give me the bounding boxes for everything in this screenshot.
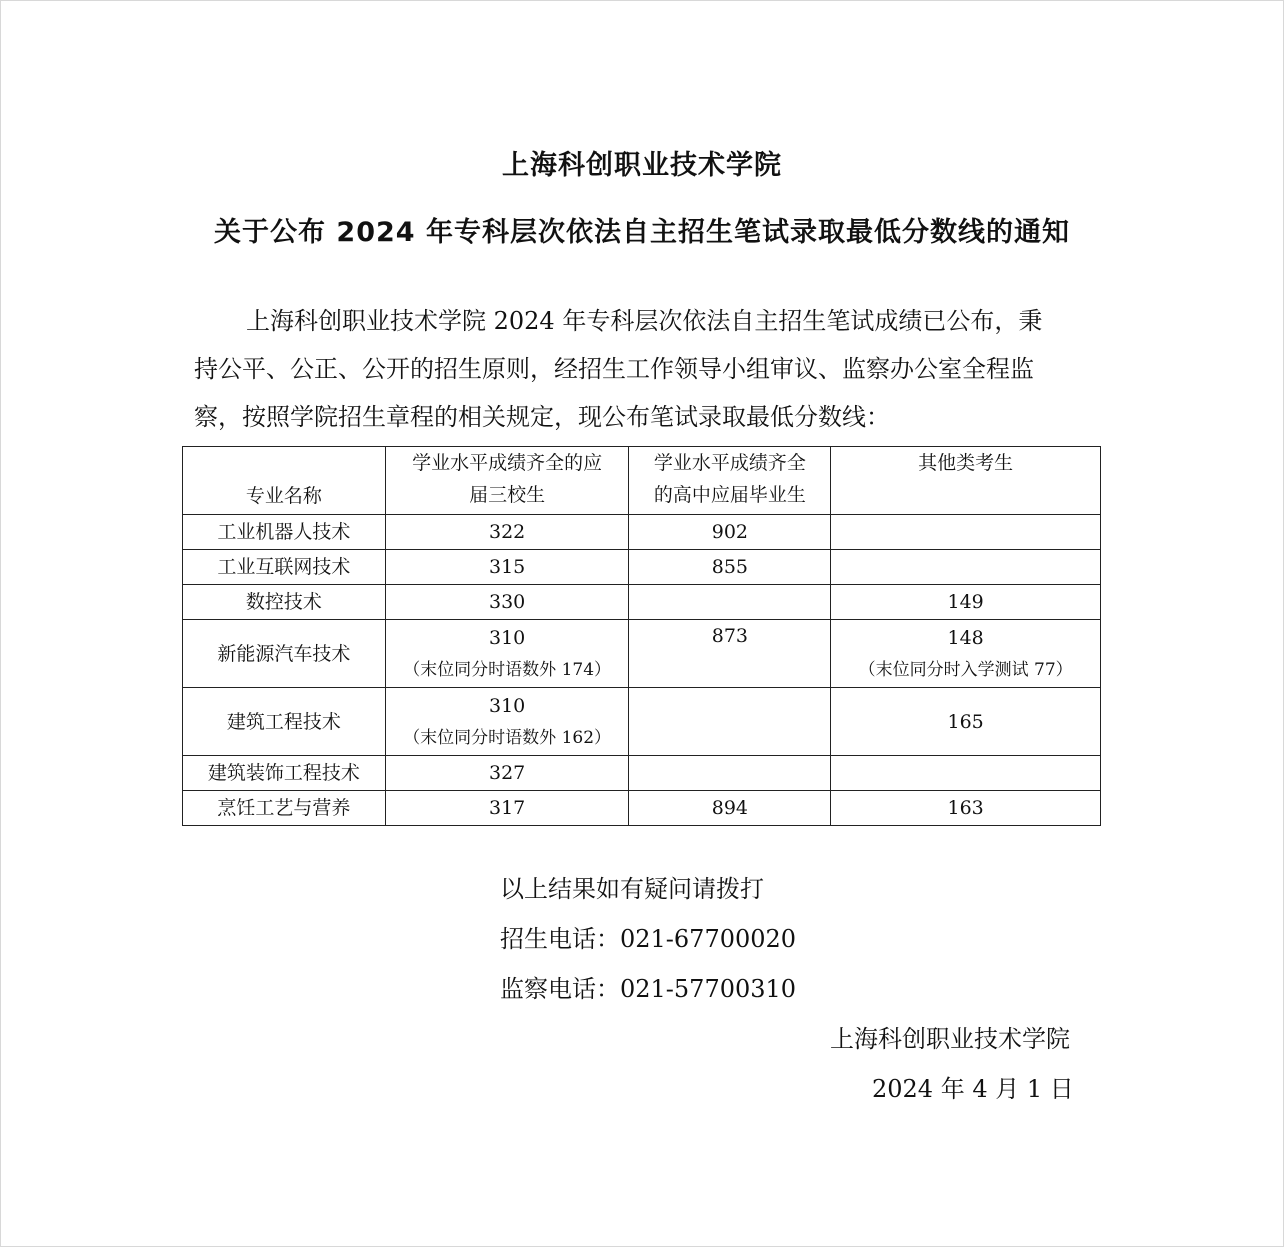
document-title: 上海科创职业技术学院 xyxy=(502,150,782,181)
score-cell xyxy=(629,688,831,756)
score-cell: 873 xyxy=(629,620,831,688)
score-cell: 315 xyxy=(385,550,629,585)
table-row xyxy=(183,620,1101,688)
score-cell xyxy=(385,620,629,688)
header-three-school-grads: 学业水平成绩齐全的应 届三校生 xyxy=(385,447,629,515)
tiebreak-note: （末位同分时语数外 162） xyxy=(403,727,612,748)
score-cell xyxy=(831,756,1101,791)
tiebreak-note: （末位同分时入学测试 77） xyxy=(858,659,1073,680)
issuer-signature: 上海科创职业技术学院 xyxy=(830,1025,1070,1053)
score-cell xyxy=(831,515,1101,550)
major-cell: 烹饪工艺与营养 xyxy=(183,791,386,826)
paragraph-line-3: 察，按照学院招生章程的相关规定，现公布笔试录取最低分数线： xyxy=(194,403,890,431)
table-row xyxy=(183,791,1101,826)
paragraph-line-2: 持公平、公正、公开的招生原则，经招生工作领导小组审议、监察办公室全程监 xyxy=(194,355,1034,383)
score-cell xyxy=(629,585,831,620)
supervision-phone: 监察电话：021-57700310 xyxy=(500,975,797,1003)
major-cell: 新能源汽车技术 xyxy=(183,620,386,688)
score-cell: 163 xyxy=(831,791,1101,826)
table-row xyxy=(183,688,1101,756)
major-cell: 工业机器人技术 xyxy=(183,515,386,550)
major-cell: 建筑装饰工程技术 xyxy=(183,756,386,791)
score-cell xyxy=(385,688,629,756)
header-major: 专业名称 xyxy=(183,447,386,515)
major-cell: 建筑工程技术 xyxy=(183,688,386,756)
header-other-candidates: 其他类考生 xyxy=(831,447,1101,515)
score-cell xyxy=(831,550,1101,585)
tiebreak-note: （末位同分时语数外 174） xyxy=(403,659,612,680)
major-cell: 工业互联网技术 xyxy=(183,550,386,585)
score-cell: 327 xyxy=(385,756,629,791)
score-cell xyxy=(831,620,1101,688)
header-high-school-grads: 学业水平成绩齐全 的高中应届毕业生 xyxy=(629,447,831,515)
score-cell: 317 xyxy=(385,791,629,826)
paragraph-line-1: 上海科创职业技术学院 2024 年专科层次依法自主招生笔试成绩已公布，秉 xyxy=(246,307,1043,335)
score-cell xyxy=(629,756,831,791)
score-cell: 330 xyxy=(385,585,629,620)
score-cell: 855 xyxy=(629,550,831,585)
score-cell: 165 xyxy=(831,688,1101,756)
score-table xyxy=(182,446,1101,826)
score-value: 148 xyxy=(947,626,984,649)
major-cell: 数控技术 xyxy=(183,585,386,620)
score-value: 310 xyxy=(488,694,526,717)
issue-date: 2024 年 4 月 1 日 xyxy=(872,1075,1074,1103)
score-cell: 894 xyxy=(629,791,831,826)
table-row xyxy=(183,756,1101,791)
table-row xyxy=(183,585,1101,620)
table-header-row xyxy=(183,447,1101,515)
score-cell: 149 xyxy=(831,585,1101,620)
table-row xyxy=(183,515,1101,550)
score-value: 310 xyxy=(488,626,526,649)
score-cell: 902 xyxy=(629,515,831,550)
score-cell: 322 xyxy=(385,515,629,550)
table-row xyxy=(183,550,1101,585)
document-subtitle: 关于公布 2024 年专科层次依法自主招生笔试录取最低分数线的通知 xyxy=(214,217,1070,248)
admission-phone: 招生电话：021-67700020 xyxy=(500,925,797,953)
contact-intro: 以上结果如有疑问请拨打 xyxy=(500,875,764,903)
